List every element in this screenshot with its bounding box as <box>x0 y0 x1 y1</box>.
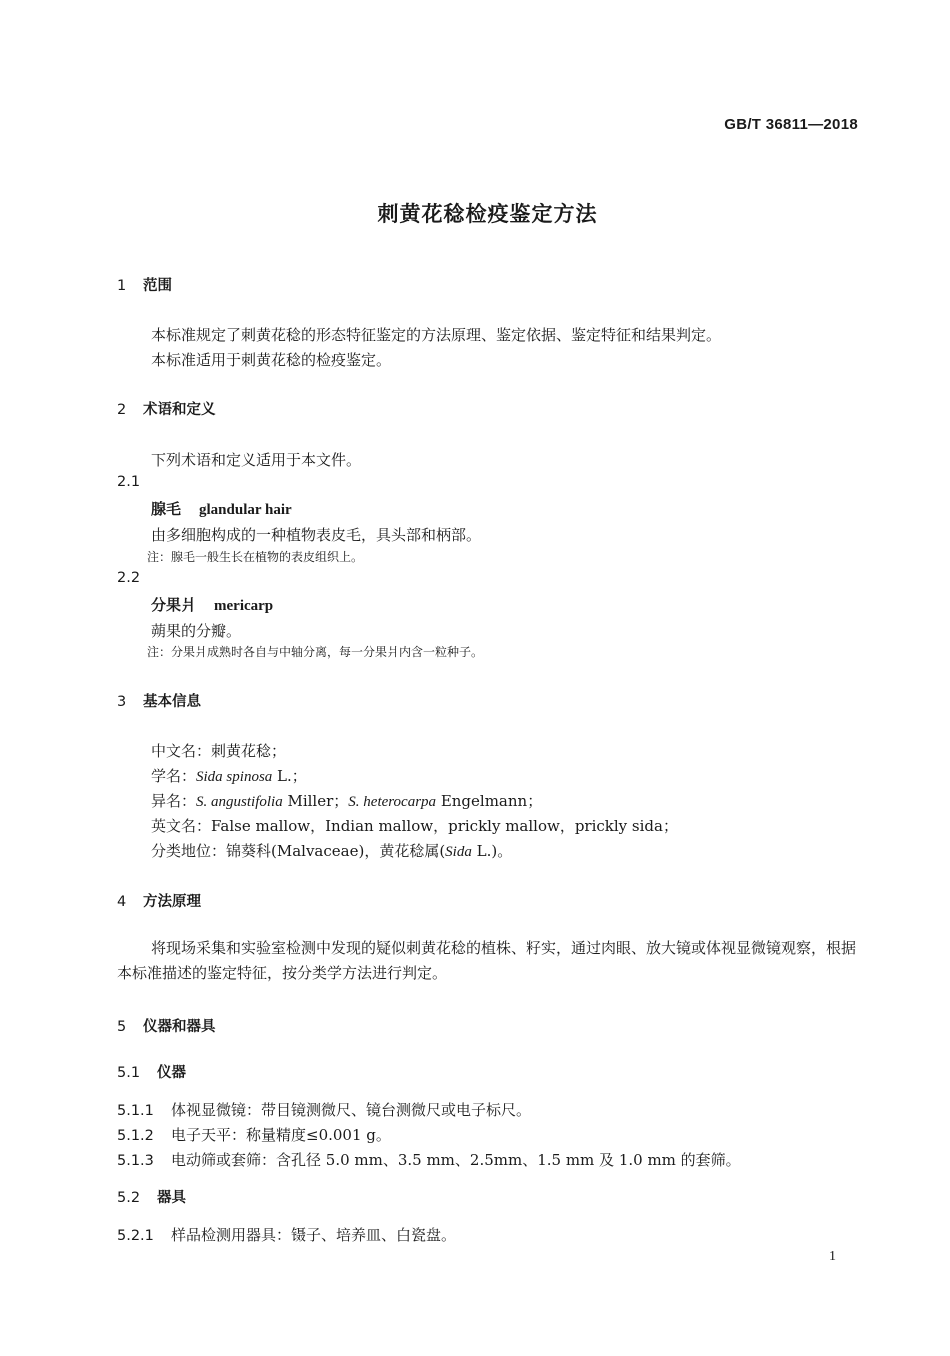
list-item <box>117 1149 741 1170</box>
section-title: 范围 <box>143 278 172 294</box>
section-3-heading <box>117 690 201 711</box>
subsection-number: 5.1 <box>117 1065 141 1081</box>
page-title: 刺黄花稔检疫鉴定方法 <box>377 202 598 226</box>
synonym-line <box>151 790 542 811</box>
english-name-line: 英文名：False mallow，Indian mallow，prickly mallow，prickly sida； <box>151 817 678 835</box>
section-number: 3 <box>117 694 127 710</box>
list-item <box>117 1099 531 1120</box>
term-number: 2.1 <box>117 474 141 490</box>
section-1-heading <box>117 274 172 295</box>
taxonomy-line <box>151 840 512 861</box>
term-definition: 由多细胞构成的一种植物表皮毛，具头部和柄部。 <box>151 526 482 544</box>
section-title: 基本信息 <box>143 694 201 710</box>
section-number: 4 <box>117 894 127 910</box>
list-item <box>117 1224 456 1245</box>
latin-name: S. angustifolia <box>196 794 283 810</box>
item-number: 5.1.2 <box>117 1128 154 1144</box>
term-definition: 蒴果的分瓣。 <box>151 622 242 640</box>
section-number: 2 <box>117 402 127 418</box>
section-2-heading <box>117 398 216 419</box>
item-number: 5.1.1 <box>117 1103 154 1119</box>
subsection-title: 器具 <box>157 1190 186 1206</box>
item-number: 5.2.1 <box>117 1228 154 1244</box>
page-number: 1 <box>829 1249 836 1264</box>
label: 分类地位：锦葵科(Malvaceae)，黄花稔属( <box>151 842 446 860</box>
latin-name: S. heterocarpa <box>348 794 437 810</box>
scope-paragraph-2: 本标准适用于刺黄花稔的检疫鉴定。 <box>151 351 392 369</box>
term-en: mericarp <box>214 598 274 614</box>
author: L.)。 <box>471 842 513 860</box>
item-number: 5.1.3 <box>117 1153 154 1169</box>
section-number: 1 <box>117 278 127 294</box>
term-note: 注：分果爿成熟时各自与中轴分离，每一分果爿内含一粒种子。 <box>147 645 484 659</box>
term-note: 注：腺毛一般生长在植物的表皮组织上。 <box>147 550 364 564</box>
subsection-number: 5.2 <box>117 1190 141 1206</box>
section-title: 仪器和器具 <box>143 1019 216 1035</box>
subsection-5-1-heading <box>117 1061 186 1082</box>
section-5-heading <box>117 1015 216 1036</box>
item-text: 体视显微镜：带目镜测微尺、镜台测微尺或电子标尺。 <box>171 1101 532 1119</box>
author: Engelmann； <box>436 792 543 810</box>
section-number: 5 <box>117 1019 127 1035</box>
terms-intro: 下列术语和定义适用于本文件。 <box>151 451 362 469</box>
label: 学名： <box>151 767 197 785</box>
latin-name: Sida <box>445 844 472 860</box>
term-zh: 分果爿 <box>151 596 197 614</box>
term-heading <box>151 594 273 615</box>
subsection-title: 仪器 <box>157 1065 186 1081</box>
author: Miller； <box>282 792 349 810</box>
subsection-5-2-heading <box>117 1186 186 1207</box>
term-heading <box>151 498 292 519</box>
chinese-name-line: 中文名：刺黄花稔； <box>151 742 287 760</box>
section-title: 方法原理 <box>143 894 201 910</box>
section-4-heading <box>117 890 201 911</box>
scope-paragraph-1: 本标准规定了刺黄花稔的形态特征鉴定的方法原理、鉴定依据、鉴定特征和结果判定。 <box>151 326 722 344</box>
label: 异名： <box>151 792 197 810</box>
item-text: 样品检测用器具：镊子、培养皿、白瓷盘。 <box>171 1226 457 1244</box>
term-en: glandular hair <box>199 502 292 518</box>
item-text: 电动筛或套筛：含孔径 5.0 mm、3.5 mm、2.5mm、1.5 mm 及 1.0 mm 的套筛。 <box>171 1151 741 1169</box>
term-zh: 腺毛 <box>151 500 182 518</box>
list-item <box>117 1124 391 1145</box>
author: L.； <box>272 767 307 785</box>
section-title: 术语和定义 <box>143 402 216 418</box>
method-paragraph: 将现场采集和实验室检测中发现的疑似刺黄花稔的植株、籽实，通过肉眼、放大镜或体视显微镜观察，根据本标准描述的鉴定特征，按分类学方法进行判定。 <box>117 939 857 982</box>
item-text: 电子天平：称量精度≤0.001 g。 <box>171 1126 391 1144</box>
scientific-name-line <box>151 765 307 786</box>
standard-number: GB/T 36811—2018 <box>724 116 858 133</box>
term-number: 2.2 <box>117 570 141 586</box>
latin-name: Sida spinosa <box>196 769 273 785</box>
